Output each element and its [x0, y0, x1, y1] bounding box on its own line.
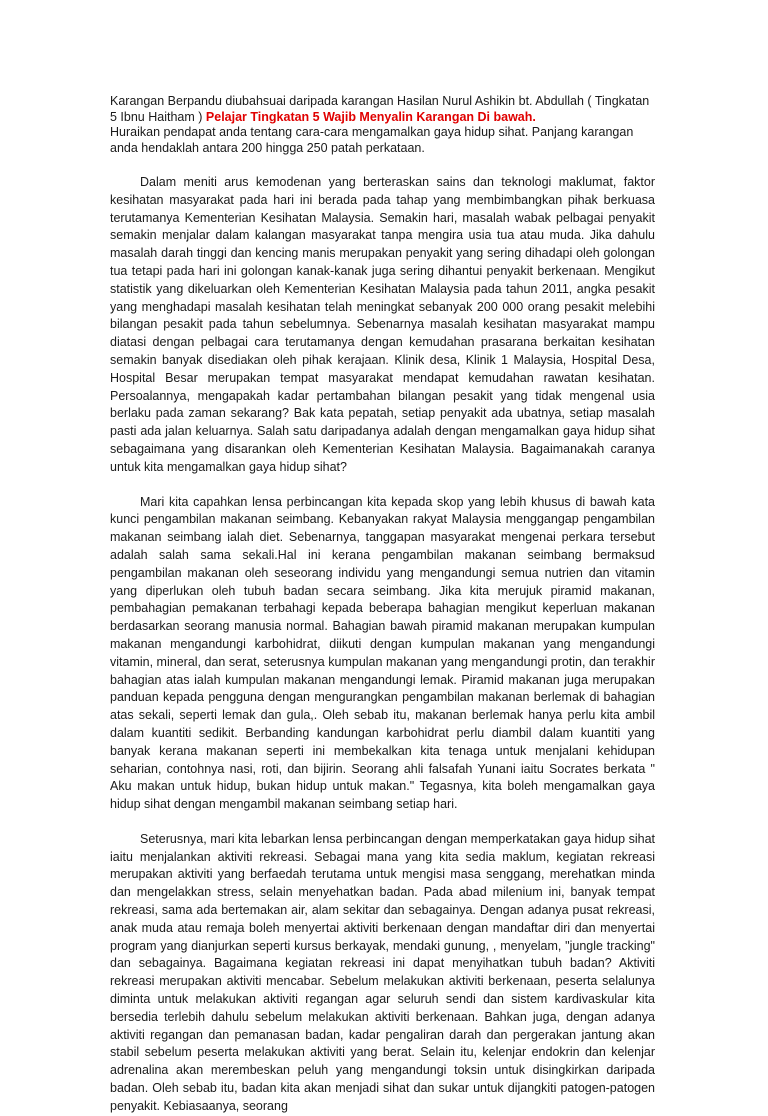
header-notice: Pelajar Tingkatan 5 Wajib Menyalin Karangan Di bawah.	[205, 109, 536, 124]
paragraph-1: Dalam meniti arus kemodenan yang berteraskan sains dan teknologi maklumat, faktor kesihatan masyarakat pada hari ini berada pada tahap yang membimbangkan pihak berkuasa terutamanya Kementerian Kesihatan Malaysia. Semakin hari, masalah wabak pelbagai penyakit semakin menjalar dalam kalangan masyarakat tanpa mengira usia tua atau muda. Jika dahulu masalah darah tinggi dan kencing manis merupakan penyakit yang sering dihadapi oleh golongan tua tetapi pada hari ini golongan kanak-kanak juga sering dihantui penyakit berkenaan. Mengikut statistik yang dikeluarkan oleh Kementerian Kesihatan Malaysia pada tahun 2011, angka pesakit yang menghadapi masalah kesihatan telah meningkat sebanyak 200 000 orang pesakit melebihi bilangan pesakit pada tahun sebelumnya. Sebenarnya masalah kesihatan masyarakat mampu diatasi dengan pelbagai cara terutamanya dengan kemudahan prasarana berkaitan kesihatan semakin banyak disediakan oleh pihak kerajaan. Klinik desa, Klinik 1 Malaysia, Hospital Desa, Hospital Besar merupakan tempat masyarakat mendapat kemudahan rawatan kesihatan. Persoalannya, mengapakah kadar pertambahan bilangan pesakit yang tidak mengenal usia berlaku pada zaman sekarang? Bak kata pepatah, setiap penyakit ada ubatnya, setiap masalah pasti ada jalan keluarnya. Salah satu daripadanya adalah dengan mengamalkan gaya hidup sihat sebagaimana yang disarankan oleh Kementerian Kesihatan Malaysia. Bagaimanakah caranya untuk kita mengamalkan gaya hidup sihat?	[110, 175, 655, 474]
document-page	[110, 94, 655, 1116]
document-header	[110, 94, 655, 156]
paragraph-2: Mari kita capahkan lensa perbincangan kita kepada skop yang lebih khusus di bawah kata kunci pengambilan makanan seimbang. Kebanyakan rakyat Malaysia menggangap pengambilan makanan seimbang ialah diet. Sebenarnya, tanggapan masyarakat mengenai perkara tersebut adalah salah sama sekali.Hal ini kerana pengambilan makanan seimbang bermaksud pengambilan makanan oleh seseorang individu yang mengandungi semua nutrien dan vitamin yang diperlukan oleh tubuh badan secara seimbang. Jika kita merujuk piramid makanan, pembahagian pemakanan terbahagi kepada beberapa bahagian mengikut keperluan makanan berdasarkan seorang manusia normal. Bahagian bawah piramid makanan merupakan kumpulan makanan mengandungi karbohidrat, diikuti dengan kumpulan makanan yang mengandungi vitamin, mineral, dan serat, seterusnya kumpulan makanan yang mengandungi protin, dan terakhir bahagian atas ialah kumpulan makanan mengandungi lemak. Piramid makanan juga merupakan panduan kepada pengguna dengan mengurangkan pengambilan makanan berlemak di bahagian atas sekali, seperti lemak dan gula,. Oleh sebab itu, makanan berlemak hanya perlu kita ambil dalam kuantiti sedikit. Berbanding kandungan karbohidrat perlu diambil dalam kuantiti yang banyak kerana makanan seperti ini membekalkan kita tenaga untuk menjalani kehidupan seharian, contohnya nasi, roti, dan bijirin. Seorang ahli falsafah Yunani iaitu Socrates berkata " Aku makan untuk hidup, bukan hidup untuk makan." Tegasnya, kita boleh mengamalkan gaya hidup sihat dengan mengambil makanan seimbang setiap hari.	[110, 494, 655, 812]
header-instruction: Huraikan pendapat anda tentang cara-cara mengamalkan gaya hidup sihat. Panjang karangan anda hendaklah antara 200 hingga 250 patah perkataan.	[110, 125, 634, 155]
paragraph-3: Seterusnya, mari kita lebarkan lensa perbincangan dengan memperkatakan gaya hidup sihat iaitu menjalankan aktiviti rekreasi. Sebagai mana yang kita sedia maklum, kegiatan rekreasi merupakan aktiviti yang berfaedah terutama untuk mengisi masa senggang, merehatkan minda dan mengelakkan stress, selain menyehatkan badan. Pada abad milenium ini, banyak tempat rekreasi, sama ada bertemakan air, alam sekitar dan sebagainya. Dengan adanya pusat rekreasi, anak muda atau remaja boleh menyertai aktiviti berkenaan dengan mandaftar diri dan menyertai program yang dianjurkan seperti kursus berkayak, mendaki gunung, , menyelam, "jungle tracking" dan sebagainya. Bagaimana kegiatan rekreasi ini dapat menyihatkan tubuh badan? Aktiviti rekreasi merupakan aktiviti mencabar. Sebelum melakukan aktiviti berkenaan, peserta selalunya diminta untuk melakukan aktiviti regangan agar seluruh sendi dan sistem kardivaskular kita bersedia terlebih dahulu sebelum melakukan aktiviti berkenaan. Bahkan juga, dengan adanya aktiviti regangan dan pemanasan badan, kadar pengaliran darah dan pergerakan jantung akan stabil sebelum peserta melakukan aktiviti yang berat. Selain itu, kelenjar endokrin dan kelenjar adrenalina akan merembeskan peluh yang mengandungi toksin untuk disingkirkan daripada badan. Oleh sebab itu, badan kita akan menjadi sihat dan sukar untuk dijangkiti patogen-patogen penyakit. Kebiasaanya, seorang	[110, 831, 655, 1113]
header-intro: Karangan Berpandu diubahsuai daripada karangan Hasilan Nurul Ashikin bt. Abdullah ( Tingkatan 5 Ibnu Haitham )	[110, 94, 650, 124]
